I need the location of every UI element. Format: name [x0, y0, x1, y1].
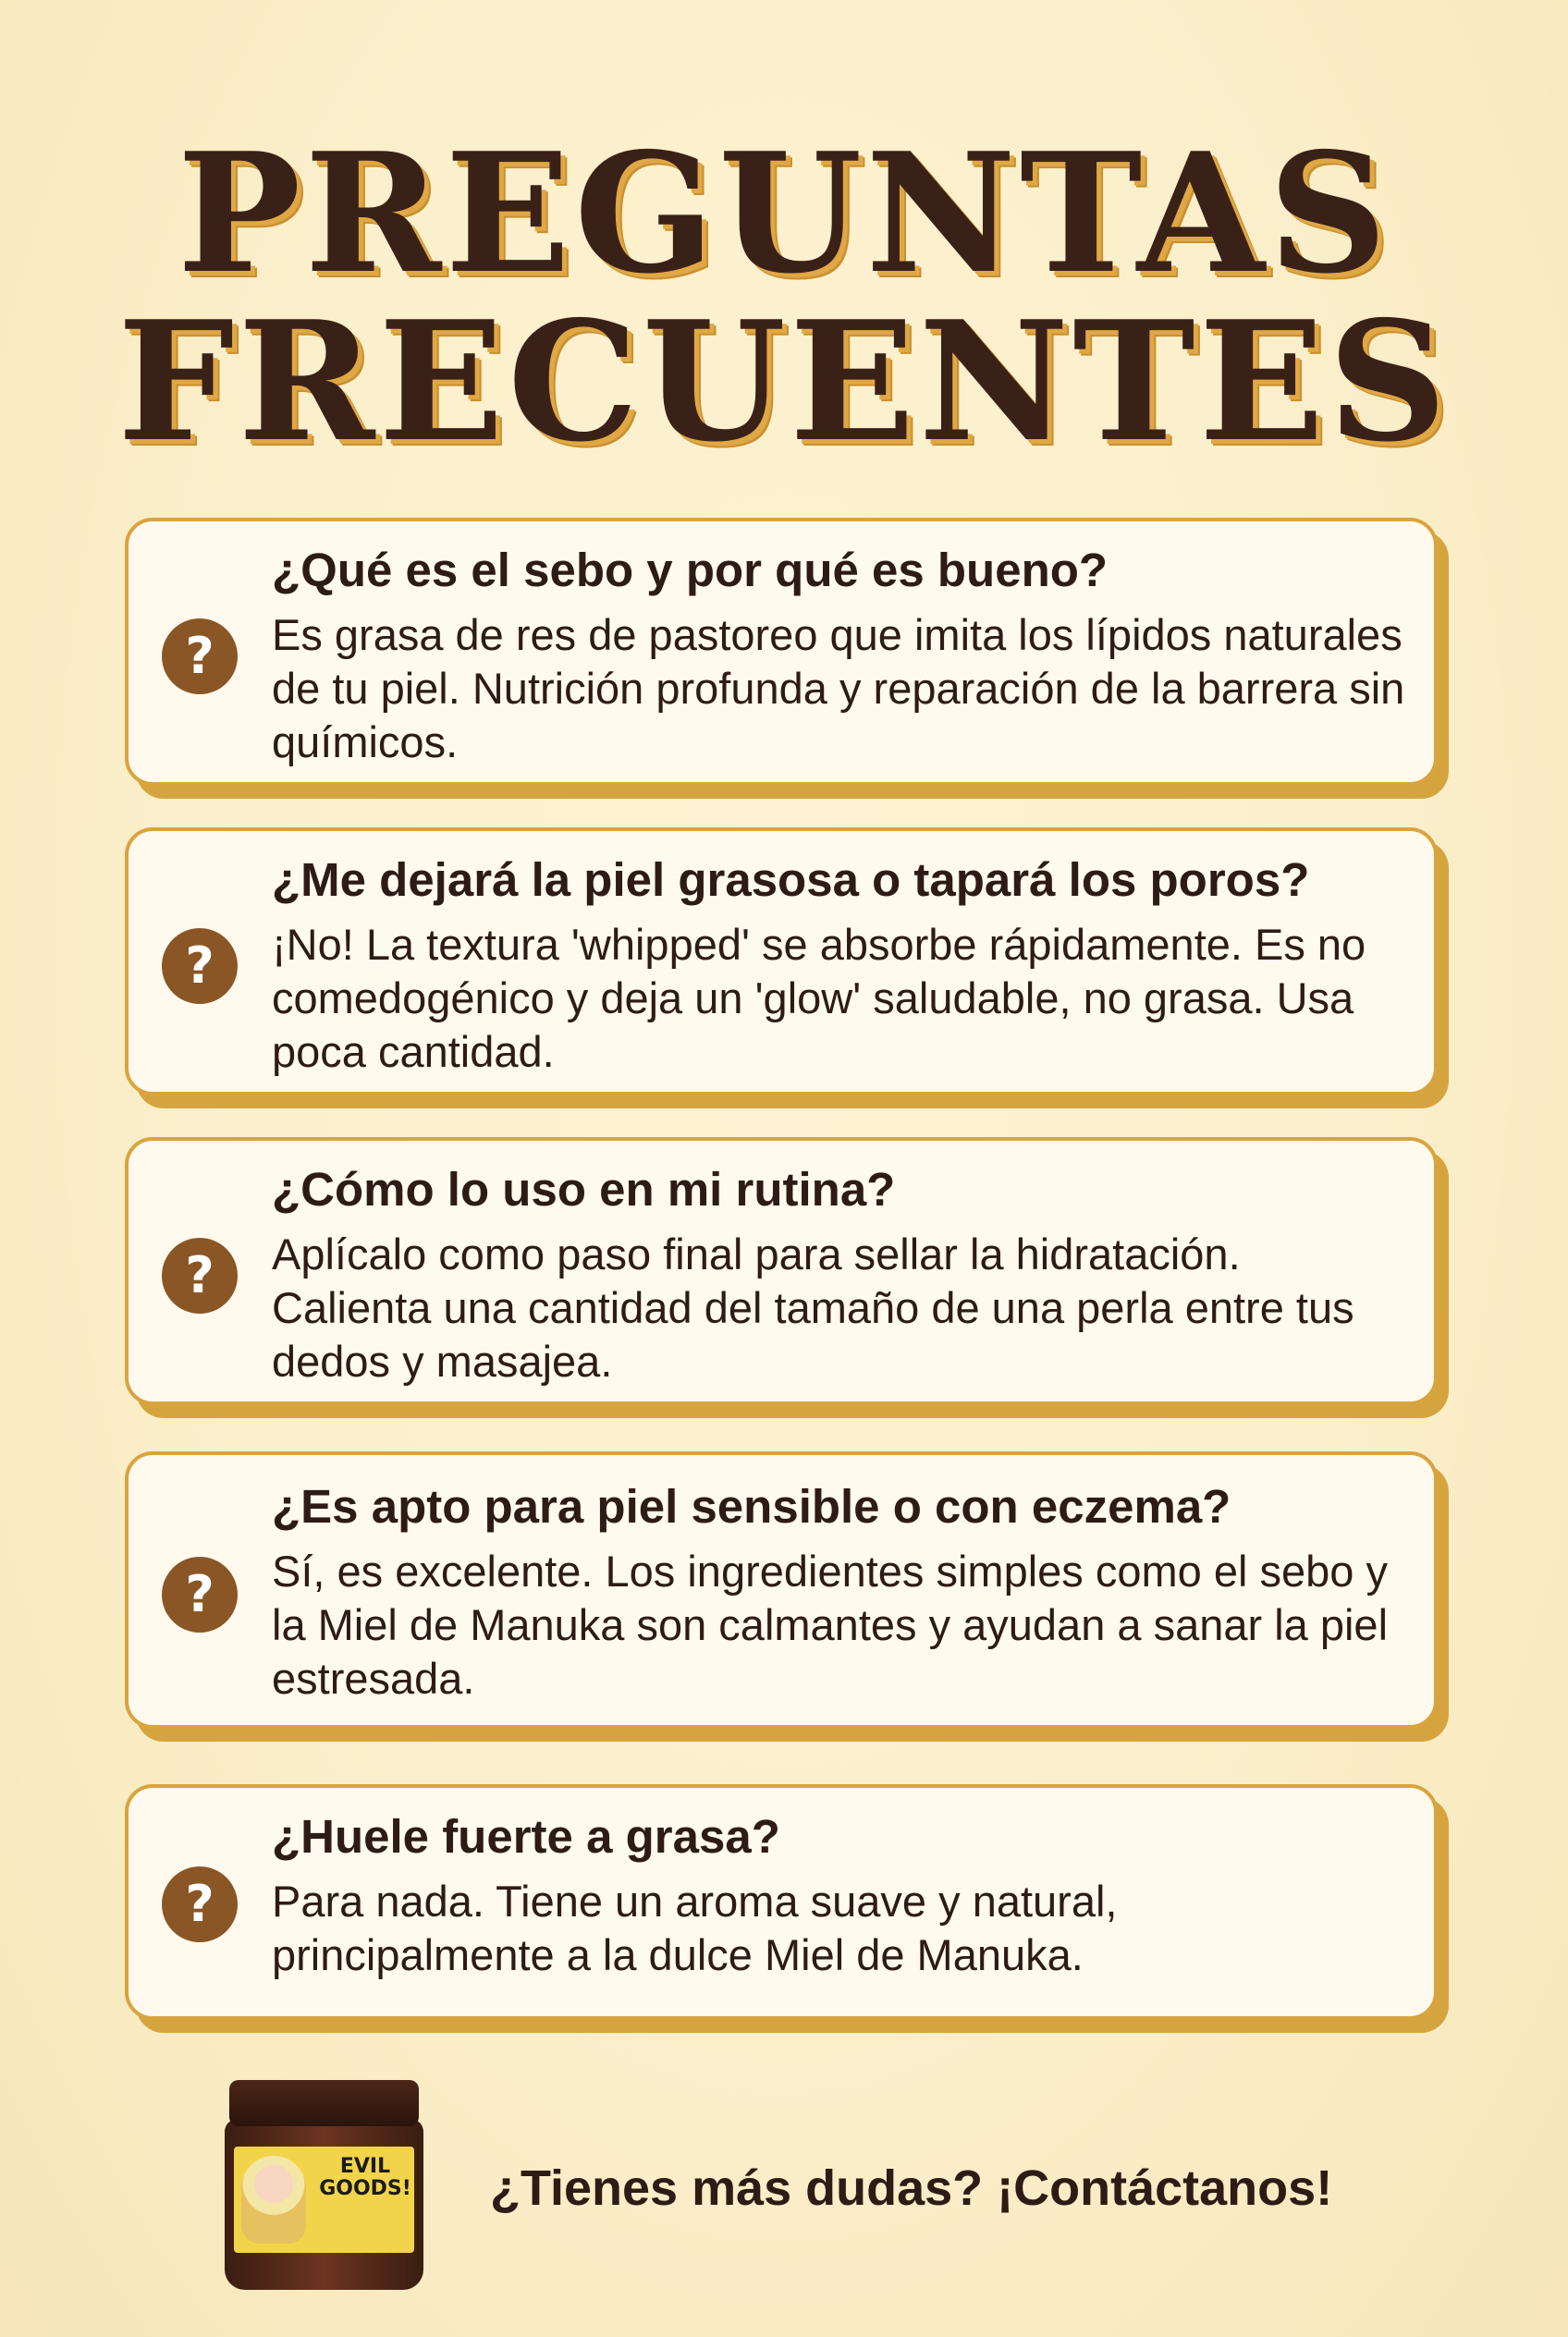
- faq-question: ¿Es apto para piel sensible o con eczema?: [272, 1480, 1231, 1533]
- question-mark-icon: ?: [162, 1238, 238, 1314]
- faq-answer: Para nada. Tiene un aroma suave y natural, principalmente a la dulce Miel de Manuka.: [272, 1877, 1118, 1979]
- question-mark-icon: ?: [162, 1557, 238, 1633]
- faq-item-olor[interactable]: [125, 1784, 1438, 2020]
- jar-lid: [229, 2080, 419, 2126]
- faq-question: ¿Cómo lo uso en mi rutina?: [272, 1163, 896, 1216]
- faq-question: ¿Huele fuerte a grasa?: [272, 1810, 780, 1863]
- jar-label: [234, 2147, 414, 2253]
- faq-item-sebo[interactable]: [125, 518, 1438, 786]
- faq-text: [272, 1808, 1406, 1982]
- pinup-illustration-icon: [241, 2156, 306, 2244]
- contact-cta[interactable]: ¿Tienes más dudas? ¡Contáctanos!: [490, 2160, 1333, 2216]
- faq-answer: Sí, es excelente. Los ingredientes simples como el sebo y la Miel de Manuka son calmantes y ayudan a sanar la piel estresada.: [272, 1547, 1389, 1703]
- faq-text: [272, 1161, 1406, 1389]
- faq-item-piel-sensible[interactable]: [125, 1451, 1438, 1729]
- page-title: [0, 116, 1568, 478]
- faq-item-piel-grasosa[interactable]: [125, 827, 1438, 1095]
- product-brand: EVIL GOODS!: [319, 2155, 411, 2200]
- question-mark-icon: ?: [162, 618, 238, 694]
- title-line-2: FRECUENTES: [117, 285, 1451, 478]
- faq-answer: Es grasa de res de pastoreo que imita los lípidos naturales de tu piel. Nutrición profunda y reparación de la barrera sin químicos.: [272, 610, 1405, 766]
- faq-item-rutina[interactable]: [125, 1137, 1438, 1405]
- faq-question: ¿Me dejará la piel grasosa o tapará los poros?: [272, 853, 1310, 906]
- question-mark-icon: ?: [162, 928, 238, 1004]
- faq-question: ¿Qué es el sebo y por qué es bueno?: [272, 544, 1109, 596]
- question-mark-icon: ?: [162, 1866, 238, 1942]
- faq-text: [272, 542, 1406, 769]
- faq-text: [272, 851, 1406, 1079]
- title-line-1: PREGUNTAS: [177, 116, 1391, 310]
- product-jar-image: [225, 2080, 423, 2293]
- faq-text: [272, 1478, 1406, 1706]
- faq-answer: Aplícalo como paso final para sellar la hidratación. Calienta una cantidad del tamaño de una perla entre tus dedos y masajea.: [272, 1230, 1354, 1386]
- faq-answer: ¡No! La textura 'whipped' se absorbe rápidamente. Es no comedogénico y deja un 'glow' saludable, no grasa. Usa poca cantidad.: [272, 920, 1366, 1076]
